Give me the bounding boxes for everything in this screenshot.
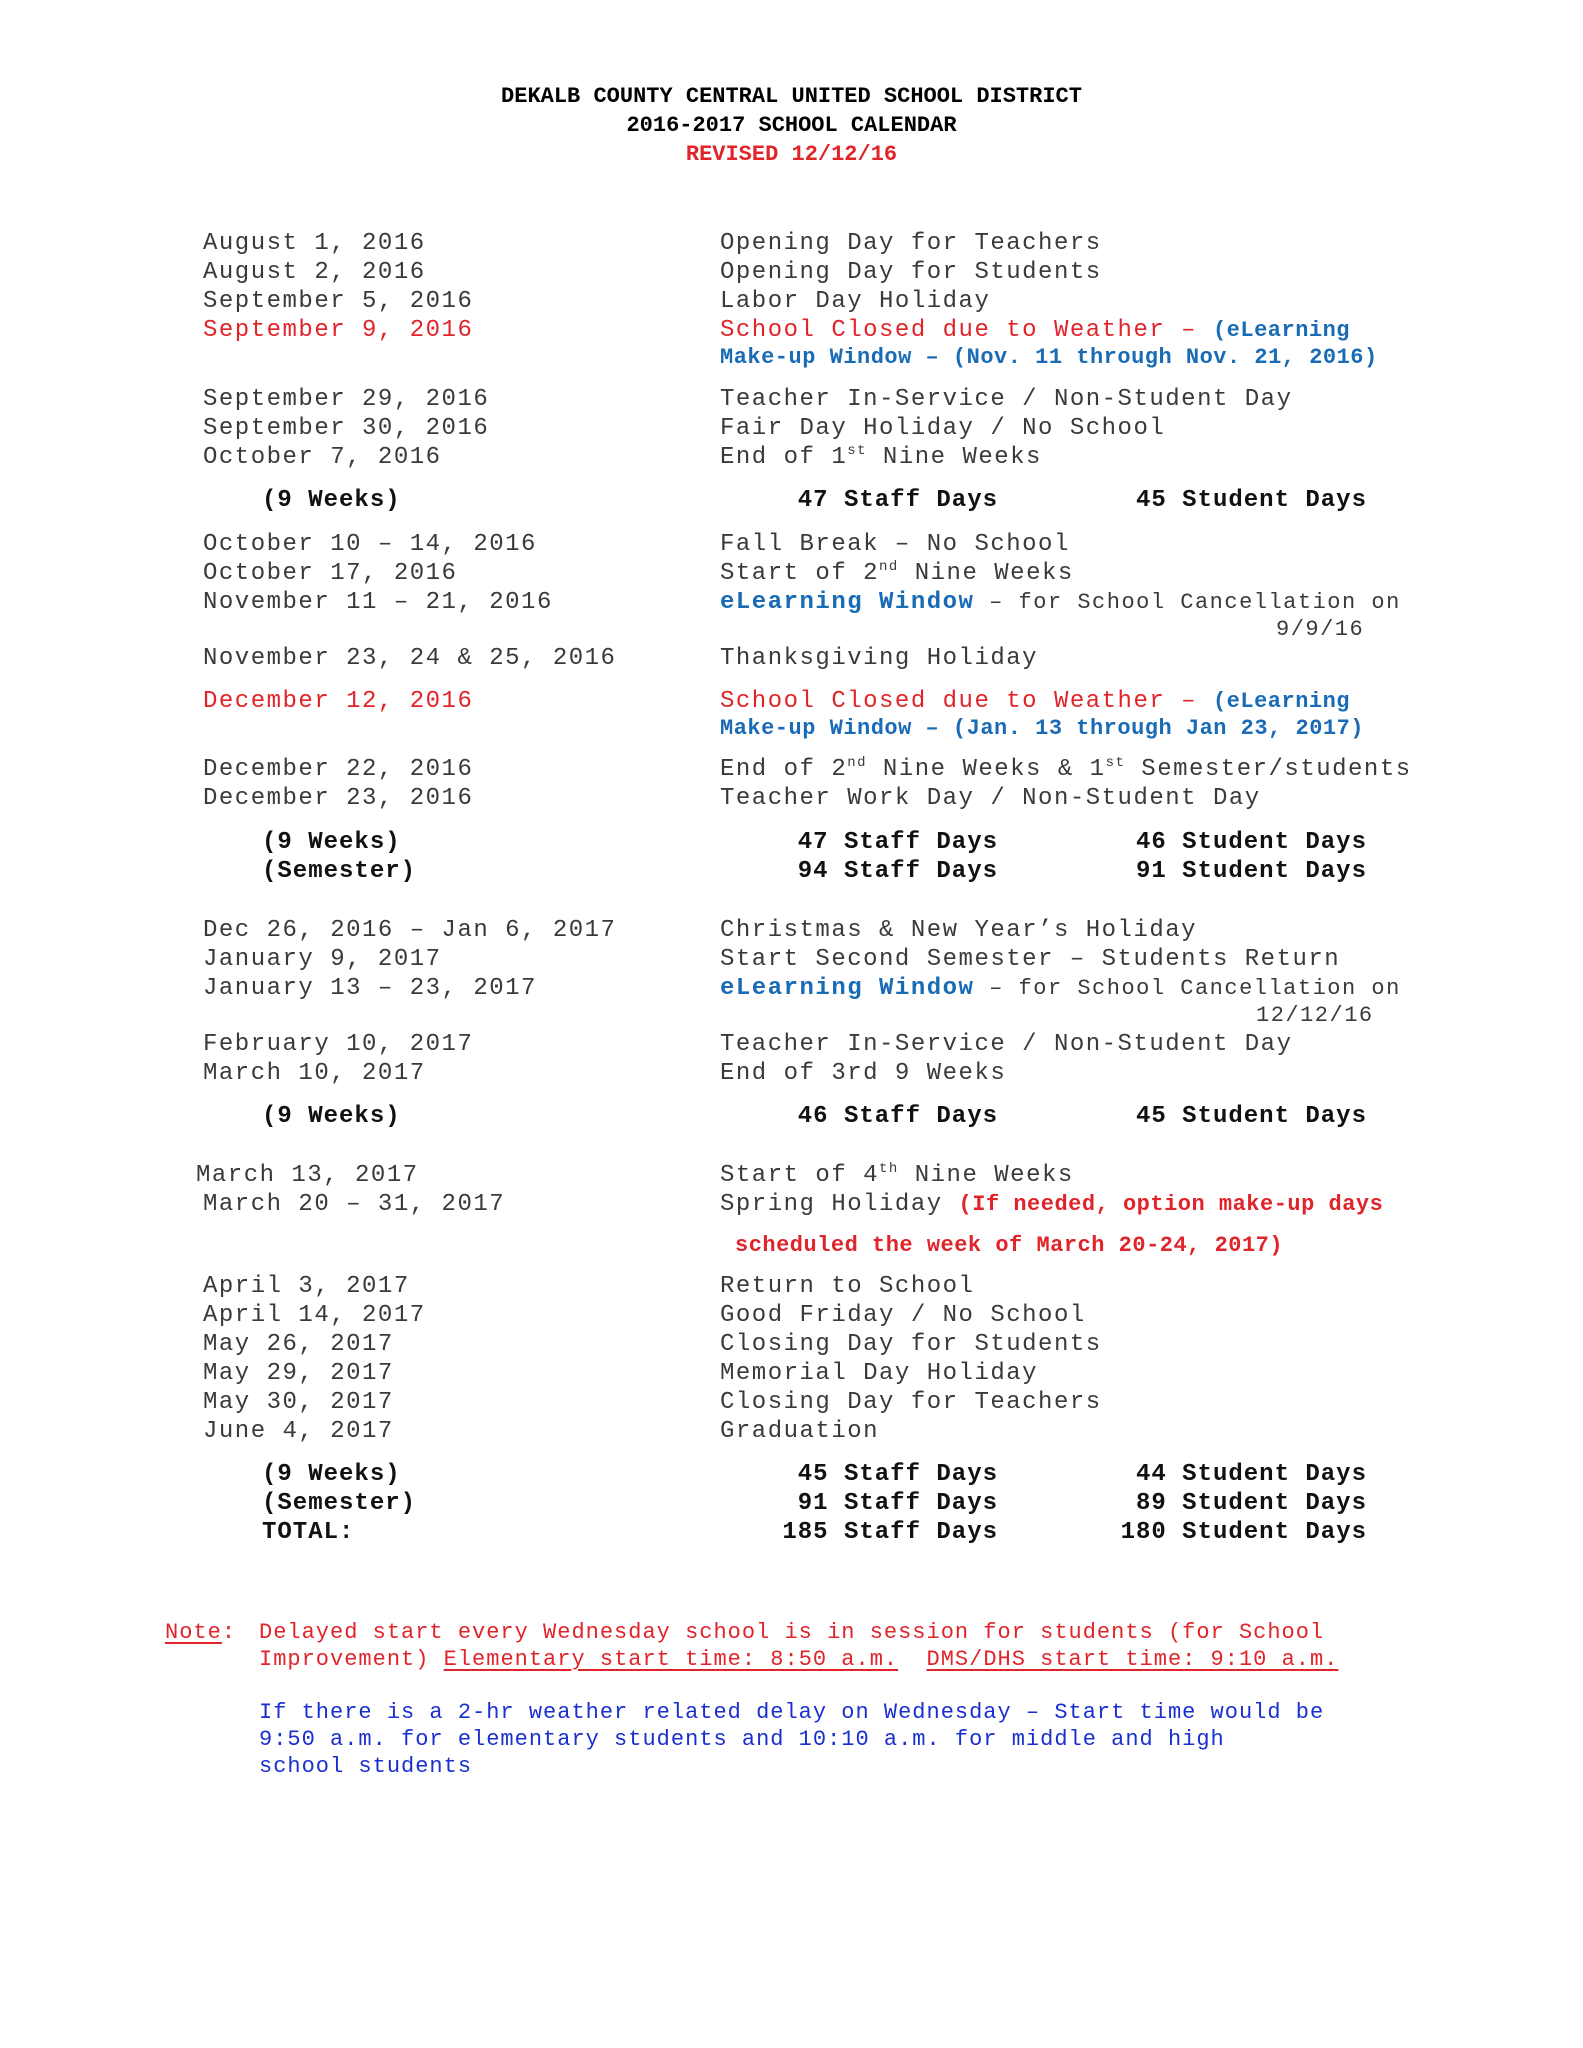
- makeup-window-1: Make-up Window – (Nov. 11 through Nov. 21, 2016): [720, 345, 1378, 370]
- makeup-days-note: (If needed, option make-up days: [958, 1192, 1384, 1217]
- event-elearning-window-2: [720, 975, 1401, 1003]
- makeup-days-schedule: scheduled the week of March 20-24, 2017): [735, 1233, 1284, 1258]
- event-text: Start of 4: [720, 1162, 880, 1189]
- event-closing-teachers: Closing Day for Teachers: [720, 1389, 1102, 1416]
- elementary-start-time: Elementary start time: 8:50 a.m.: [443, 1647, 899, 1672]
- event-opening-students: Opening Day for Students: [720, 259, 1102, 286]
- event-text: Semester/students: [1125, 756, 1412, 783]
- summary-staff-days: 47 Staff Days: [797, 487, 998, 514]
- summary-staff-days: 94 Staff Days: [797, 858, 998, 885]
- summary-staff-days: 91 Staff Days: [797, 1490, 998, 1517]
- event-spring-holiday: [720, 1191, 1383, 1219]
- date-oct-7: October 7, 2016: [203, 444, 442, 471]
- summary-student-days: 89 Student Days: [1135, 1490, 1367, 1517]
- date-sep-30: September 30, 2016: [203, 415, 490, 442]
- cancellation-date-1: 9/9/16: [1276, 617, 1365, 642]
- summary-student-days: 91 Student Days: [1135, 858, 1367, 885]
- event-text: End of 2: [720, 756, 848, 783]
- event-opening-teachers: Opening Day for Teachers: [720, 230, 1102, 257]
- summary-label: (9 Weeks): [262, 487, 401, 514]
- cancellation-date-2: 12/12/16: [1256, 1003, 1374, 1028]
- date-mar-13: March 13, 2017: [196, 1162, 419, 1189]
- event-thanksgiving: Thanksgiving Holiday: [720, 645, 1039, 672]
- summary-student-days: 46 Student Days: [1135, 829, 1367, 856]
- date-sep-5: September 5, 2016: [203, 288, 474, 315]
- date-jun-4: June 4, 2017: [203, 1418, 394, 1445]
- note-text: Improvement): [259, 1647, 444, 1672]
- elearning-window-label: eLearning Window: [720, 975, 975, 1002]
- date-jan-13-23: January 13 – 23, 2017: [203, 975, 537, 1002]
- summary-student-days: 45 Student Days: [1135, 1103, 1367, 1130]
- revision-date: REVISED 12/12/16: [685, 142, 898, 167]
- calendar-title: 2016-2017 SCHOOL CALENDAR: [626, 113, 957, 138]
- ordinal: nd: [847, 755, 868, 771]
- event-text: – for School Cancellation on: [974, 590, 1401, 615]
- event-closing-students: Closing Day for Students: [720, 1331, 1102, 1358]
- makeup-window-2: Make-up Window – (Jan. 13 through Jan 23, 2017): [720, 716, 1365, 741]
- date-apr-14: April 14, 2017: [203, 1302, 426, 1329]
- event-memorial-day: Memorial Day Holiday: [720, 1360, 1039, 1387]
- event-text: Nine Weeks & 1: [867, 756, 1106, 783]
- summary-total-label: TOTAL:: [262, 1519, 355, 1546]
- event-end-3rd-nine-weeks: End of 3rd 9 Weeks: [720, 1060, 1007, 1087]
- event-good-friday: Good Friday / No School: [720, 1302, 1086, 1329]
- summary-staff-days: 46 Staff Days: [797, 1103, 998, 1130]
- event-inservice-2: Teacher In-Service / Non-Student Day: [720, 1031, 1293, 1058]
- date-aug-2: August 2, 2016: [203, 259, 426, 286]
- date-may-26: May 26, 2017: [203, 1331, 394, 1358]
- summary-label: (Semester): [262, 858, 417, 885]
- elearning-note: (eLearning: [1212, 318, 1351, 343]
- date-may-30: May 30, 2017: [203, 1389, 394, 1416]
- summary-staff-days: 45 Staff Days: [797, 1461, 998, 1488]
- ordinal: st: [847, 443, 868, 459]
- summary-label: (9 Weeks): [262, 1461, 401, 1488]
- delay-line-3: school students: [259, 1754, 473, 1779]
- date-oct-17: October 17, 2016: [203, 560, 458, 587]
- closure-text: School Closed due to Weather –: [720, 688, 1213, 715]
- date-mar-10: March 10, 2017: [203, 1060, 426, 1087]
- event-text: Nine Weeks: [867, 444, 1042, 471]
- summary-total-staff-days: 185 Staff Days: [782, 1519, 998, 1546]
- event-christmas-holiday: Christmas & New Year’s Holiday: [720, 917, 1198, 944]
- ordinal: st: [1105, 755, 1126, 771]
- note-line-1: Delayed start every Wednesday school is in session for students (for School: [259, 1620, 1325, 1645]
- event-fair-day: Fair Day Holiday / No School: [720, 415, 1166, 442]
- date-dec-23: December 23, 2016: [203, 785, 474, 812]
- elearning-window-label: eLearning Window: [720, 589, 975, 616]
- summary-staff-days: 47 Staff Days: [797, 829, 998, 856]
- event-text: Start of 2: [720, 560, 880, 587]
- district-title: DEKALB COUNTY CENTRAL UNITED SCHOOL DISTRICT: [501, 84, 1082, 109]
- event-teacher-work-day: Teacher Work Day / Non-Student Day: [720, 785, 1261, 812]
- elearning-note: (eLearning: [1212, 689, 1351, 714]
- event-start-4th-nine-weeks: [720, 1162, 1074, 1190]
- event-text: End of 1: [720, 444, 848, 471]
- event-elearning-window-1: [720, 589, 1401, 617]
- summary-student-days: 45 Student Days: [1135, 487, 1367, 514]
- event-text: Nine Weeks: [898, 560, 1074, 587]
- date-dec-22: December 22, 2016: [203, 756, 474, 783]
- summary-total-student-days: 180 Student Days: [1120, 1519, 1367, 1546]
- dms-dhs-start-time: DMS/DHS start time: 9:10 a.m.: [926, 1647, 1339, 1672]
- date-feb-10: February 10, 2017: [203, 1031, 474, 1058]
- date-apr-3: April 3, 2017: [203, 1273, 410, 1300]
- event-end-1st-nine-weeks: [720, 444, 1042, 472]
- event-text: – for School Cancellation on: [974, 976, 1401, 1001]
- event-weather-closure-2: [720, 688, 1350, 716]
- event-second-semester-start: Start Second Semester – Students Return: [720, 946, 1341, 973]
- event-fall-break: Fall Break – No School: [720, 531, 1070, 558]
- date-sep-29: September 29, 2016: [203, 386, 490, 413]
- note-label: [165, 1619, 236, 1646]
- event-return-to-school: Return to School: [720, 1273, 975, 1300]
- event-text: Nine Weeks: [898, 1162, 1074, 1189]
- event-text: Spring Holiday: [720, 1191, 959, 1218]
- ordinal: nd: [879, 559, 899, 575]
- event-labor-day: Labor Day Holiday: [720, 288, 991, 315]
- event-end-1st-semester: [720, 756, 1412, 784]
- event-inservice-1: Teacher In-Service / Non-Student Day: [720, 386, 1293, 413]
- date-mar-20-31: March 20 – 31, 2017: [203, 1191, 506, 1218]
- date-oct-10-14: October 10 – 14, 2016: [203, 531, 537, 558]
- event-start-2nd-nine-weeks: [720, 560, 1074, 588]
- date-jan-9: January 9, 2017: [203, 946, 442, 973]
- date-sep-9: September 9, 2016: [203, 317, 474, 344]
- delay-line-1: If there is a 2-hr weather related delay on Wednesday – Start time would be: [259, 1700, 1325, 1725]
- event-weather-closure-1: [720, 317, 1350, 345]
- summary-student-days: 44 Student Days: [1135, 1461, 1367, 1488]
- summary-label: (9 Weeks): [262, 829, 401, 856]
- date-nov-11-21: November 11 – 21, 2016: [203, 589, 553, 616]
- note-line-2: [259, 1646, 1338, 1673]
- ordinal: th: [879, 1161, 899, 1177]
- closure-text: School Closed due to Weather –: [720, 317, 1213, 344]
- summary-label: (Semester): [262, 1490, 417, 1517]
- date-may-29: May 29, 2017: [203, 1360, 394, 1387]
- date-nov-23-25: November 23, 24 & 25, 2016: [203, 645, 617, 672]
- note-heading: Note: [165, 1620, 222, 1645]
- summary-label: (9 Weeks): [262, 1103, 401, 1130]
- note-colon: :: [221, 1620, 237, 1645]
- event-graduation: Graduation: [720, 1418, 880, 1445]
- date-aug-1: August 1, 2016: [203, 230, 426, 257]
- date-dec-12: December 12, 2016: [203, 688, 474, 715]
- delay-line-2: 9:50 a.m. for elementary students and 10:10 a.m. for middle and high: [259, 1727, 1225, 1752]
- date-dec-26-jan-6: Dec 26, 2016 – Jan 6, 2017: [203, 917, 617, 944]
